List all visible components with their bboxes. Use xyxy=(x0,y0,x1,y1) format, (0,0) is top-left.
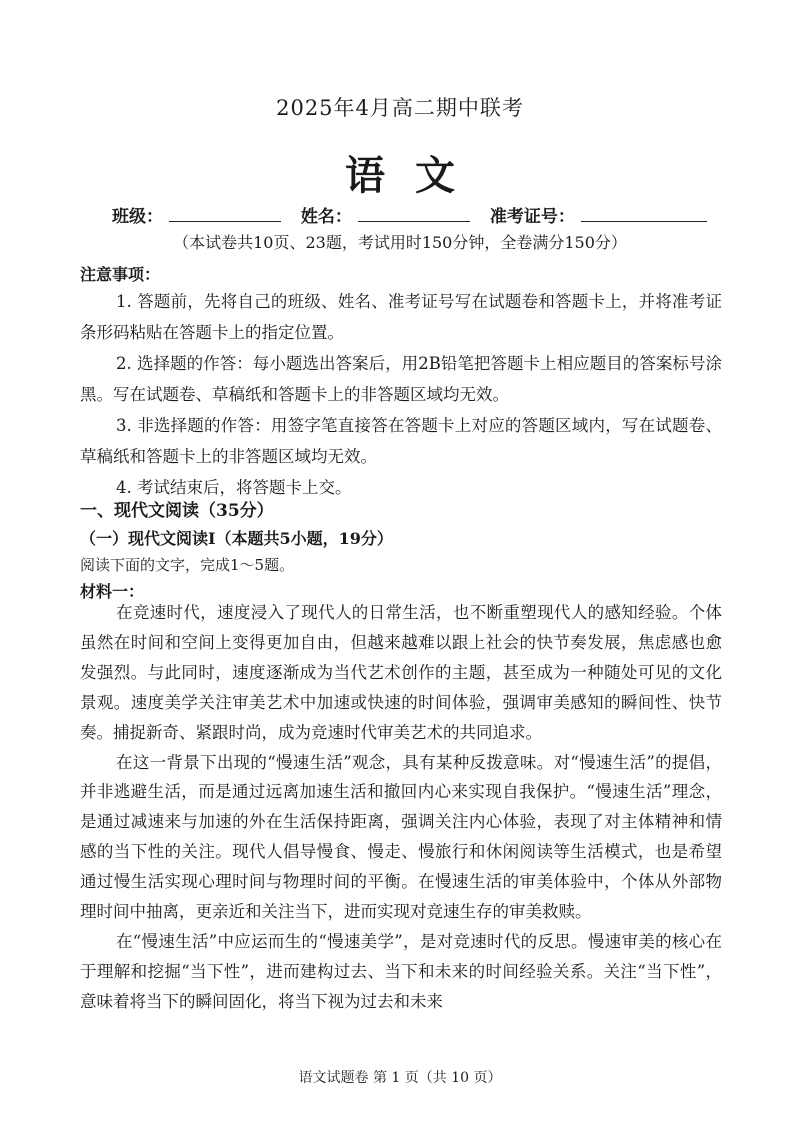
material-label: 材料一： xyxy=(80,582,145,601)
section-title: 一、现代文阅读（35分） xyxy=(80,501,274,521)
reading-instruction: 阅读下面的文字，完成1～5题。 xyxy=(80,556,295,574)
test-info: （本试卷共10页、23题，考试用时150分钟，全卷满分150分） xyxy=(173,233,627,252)
notice-item: 3. 非选择题的作答：用签字笔直接答在答题卡上对应的答题区域内，写在试题卷、草稿纸和答题卡上的非答题区域均无效。 xyxy=(80,416,722,466)
article-paragraph: 在竞速时代，速度浸入了现代人的日常生活，也不断重塑现代人的感知经验。个体虽然在时间和空间上变得更加自由，但越来越难以跟上社会的快节奏发展，焦虑感也愈发强烈。与此同时，速度逐渐成为当代艺术创作的主题，甚至成为一种随处可见的文化景观。速度美学关注审美艺术中加速或快速的时间体验，强调审美感知的瞬间性、快节奏。捕捉新奇、紧跟时尚，成为竞速时代审美艺术的共同追求。 xyxy=(80,603,722,742)
class-blank xyxy=(169,205,281,222)
student-info-row xyxy=(112,202,721,227)
article-paragraph: 在“慢速生活”中应运而生的“慢速美学”，是对竞速时代的反思。慢速审美的核心在于理解和挖掘“当下性”，进而建构过去、当下和未来的时间经验关系。关注“当下性”，意味着将当下的瞬间固化，将当下视为过去和未来 xyxy=(80,931,722,1011)
notice-list xyxy=(80,286,722,503)
article-paragraph: 在这一背景下出现的“慢速生活”观念，具有某种反拨意味。对“慢速生活”的提倡，并非逃避生活，而是通过远离加速生活和撤回内心来实现自我保护。“慢速生活”理念，是通过减速来与加速的外在生活保持距离，强调关注内心体验，表现了对主体精神和情感的当下性的关注。现代人倡导慢食、慢走、慢旅行和休闲阅读等生活模式，也是希望通过慢生活实现心理时间与物理时间的平衡。在慢速生活的审美体验中，个体从外部物理时间中抽离，更亲近和关注当下，进而实现对竞速生存的审美救赎。 xyxy=(80,752,722,922)
article-body xyxy=(80,598,722,1017)
exam-no-blank xyxy=(581,205,707,222)
notice-item: 1. 答题前，先将自己的班级、姓名、准考证号写在试题卷和答题卡上，并将准考证条形码粘贴在答题卡上的指定位置。 xyxy=(80,292,722,342)
subsection-title: （一）现代文阅读Ⅰ（本题共5小题，19分） xyxy=(80,529,393,548)
name-label: 姓名： xyxy=(300,207,352,227)
name-blank xyxy=(358,205,470,222)
subject-title: 语文 xyxy=(345,152,485,199)
notice-title: 注意事项： xyxy=(80,265,161,284)
page-footer: 语文试题卷 第 1 页（共 10 页） xyxy=(298,1070,502,1086)
exam-title: 2025年4月高二期中联考 xyxy=(276,96,524,120)
notice-item: 4. 考试结束后，将答题卡上交。 xyxy=(116,478,352,497)
exam-no-label: 准考证号： xyxy=(489,207,575,227)
notice-item: 2. 选择题的作答：每小题选出答案后，用2B铅笔把答题卡上相应题目的答案标号涂黑。写在试题卷、草稿纸和答题卡上的非答题区域均无效。 xyxy=(80,354,722,404)
class-label: 班级： xyxy=(112,207,163,227)
